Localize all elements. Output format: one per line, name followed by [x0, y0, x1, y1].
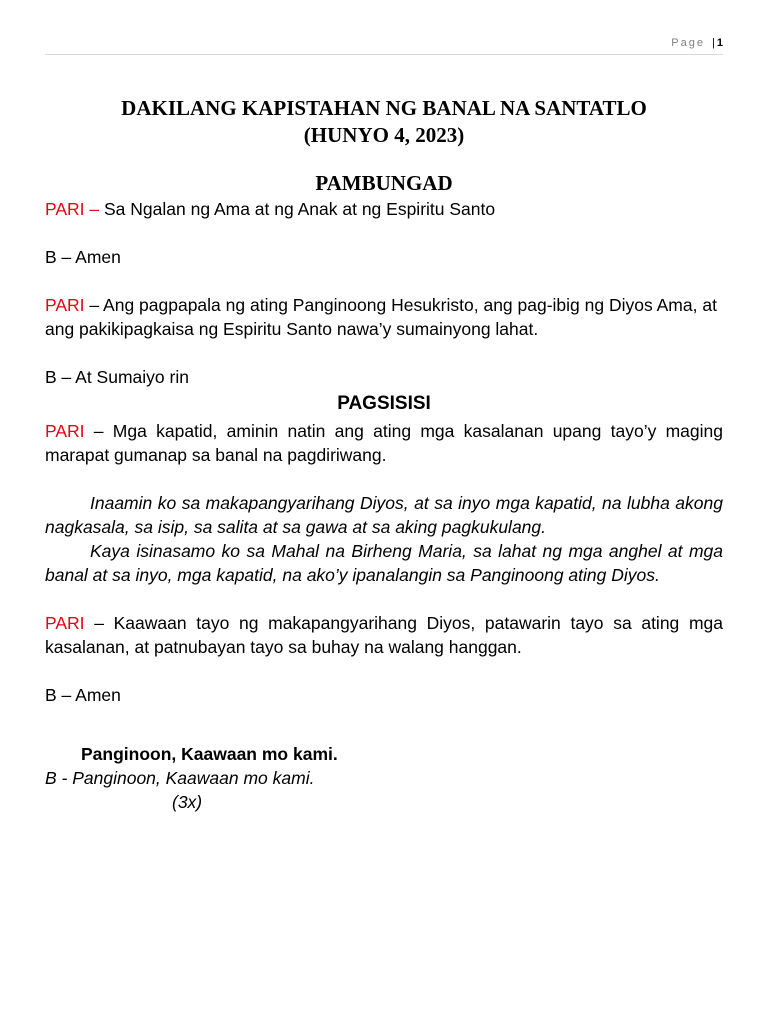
- speaker-label: PARI: [45, 613, 85, 633]
- speaker-label: PARI: [45, 295, 85, 315]
- page-number: 1: [716, 37, 723, 49]
- pagsisisi-line-1: [45, 419, 723, 467]
- page-label: Page: [671, 37, 705, 49]
- line-text: – Ang pagpapala ng ating Panginoong Hesukristo, ang pag-ibig ng Diyos Ama, at ang pakikipagkaisa ng Espiritu Santo nawa’y sumainyong lahat.: [45, 295, 717, 339]
- section-heading-pambungad: PAMBUNGAD: [315, 171, 453, 195]
- speaker-label: PARI: [45, 421, 85, 441]
- kyrie-line: Panginoon, Kaawaan mo kami.: [81, 744, 338, 764]
- confiteor-paragraph-1: Inaamin ko sa makapangyarihang Diyos, at sa inyo mga kapatid, na lubha akong nagkasala, sa isip, sa salita at sa gawa at sa aking pagkukulang.: [45, 493, 723, 537]
- header-divider: [45, 54, 723, 55]
- pambungad-line-1: [45, 197, 723, 221]
- pagsisisi-response-1: B – Amen: [45, 685, 121, 705]
- kyrie-response: B - Panginoon, Kaawaan mo kami.: [45, 768, 315, 788]
- page-number-header: [671, 37, 723, 49]
- line-text: – Kaawaan tayo ng makapangyarihang Diyos, patawarin tayo sa ating mga kasalanan, at patnubayan tayo sa buhay na walang hanggan.: [45, 613, 723, 657]
- confiteor-paragraph-2: Kaya isinasamo ko sa Mahal na Birheng Maria, sa lahat ng mga anghel at mga banal at sa inyo, mga kapatid, na ako’y ipanalangin sa Panginoong ating Diyos.: [45, 541, 723, 585]
- line-text: – Mga kapatid, aminin natin ang ating mga kasalanan upang tayo’y maging marapat gumanap sa banal na pagdiriwang.: [45, 421, 723, 465]
- pagsisisi-line-2: [45, 611, 723, 659]
- page-separator: |: [712, 37, 715, 49]
- speaker-label: PARI –: [45, 199, 100, 219]
- document-title: DAKILANG KAPISTAHAN NG BANAL NA SANTATLO: [121, 96, 647, 120]
- line-text: Sa Ngalan ng Ama at ng Anak at ng Espiritu Santo: [99, 199, 496, 219]
- document-date: (HUNYO 4, 2023): [303, 123, 465, 147]
- document-body: [45, 95, 723, 814]
- pambungad-response-2: B – At Sumaiyo rin: [45, 367, 189, 387]
- section-heading-pagsisisi: PAGSISISI: [337, 393, 431, 414]
- repeat-count: (3x): [172, 792, 203, 812]
- pambungad-line-2: [45, 293, 723, 341]
- pambungad-response-1: B – Amen: [45, 247, 121, 267]
